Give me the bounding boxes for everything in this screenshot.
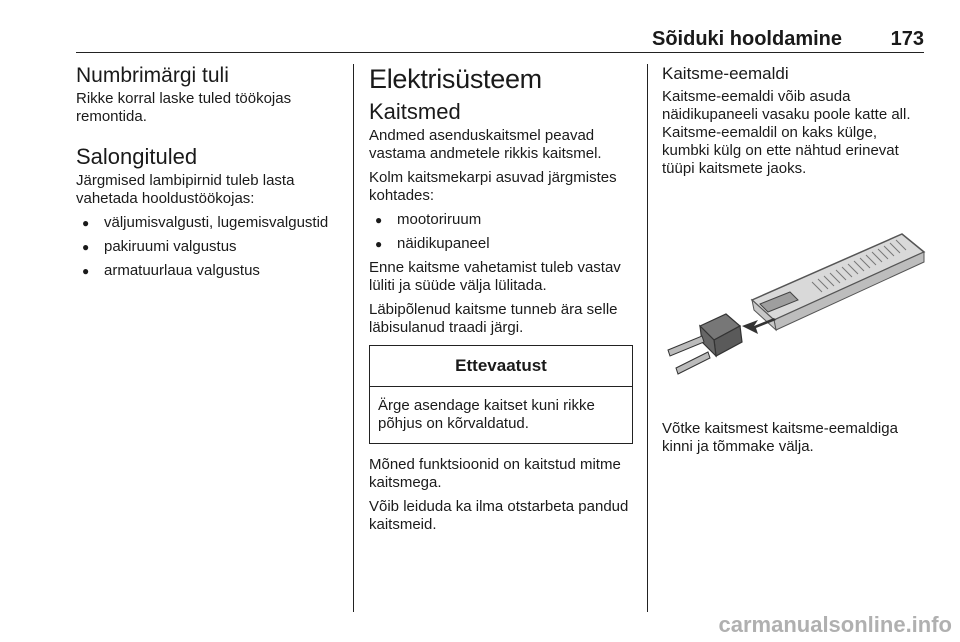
watermark: carmanualsonline.info	[718, 612, 952, 637]
column-right	[662, 64, 928, 184]
list-item: ● armatuurlaua valgustus	[76, 262, 338, 280]
caution-text: Ärge asendage kaitset kuni rikke põhjus on kõrvaldatud.	[378, 397, 595, 432]
paragraph: Läbipõlenud kaitsme tunneb ära selle läbisulanud traadi järgi.	[369, 301, 618, 336]
page-number: 173	[890, 28, 924, 50]
chapter-title: Elektrisüsteem	[369, 64, 542, 94]
column-divider-right	[647, 64, 648, 612]
column-left	[76, 64, 338, 286]
bullet-list	[369, 211, 633, 253]
heading-interior-lights: Salongituled	[76, 144, 198, 169]
page-header	[76, 28, 924, 53]
figure-caption: Võtke kaitsmest kaitsme-eemaldiga kinni ja tõmmake välja.	[662, 420, 898, 455]
paragraph: Kolm kaitsmekarpi asuvad järgmistes kohtades:	[369, 169, 617, 204]
fuse-extractor-drawing	[662, 222, 928, 382]
heading-fuse-extractor: Kaitsme-eemaldi	[662, 64, 789, 83]
paragraph: Mõned funktsioonid on kaitstud mitme kaitsmega.	[369, 456, 621, 491]
list-item: ● väljumisvalgusti, lugemisvalgustid	[76, 214, 338, 232]
list-item: ● pakiruumi valgustus	[76, 238, 338, 256]
paragraph: Enne kaitsme vahetamist tuleb vastav lüliti ja süüde välja lülitada.	[369, 259, 621, 294]
paragraph: Rikke korral laske tuled töökojas remontida.	[76, 90, 292, 125]
bullet-list	[76, 214, 338, 280]
caution-title: Ettevaatust	[370, 346, 632, 387]
caution-box	[369, 345, 633, 444]
list-item: ● mootoriruum	[369, 211, 633, 229]
column-divider-left	[353, 64, 354, 612]
paragraph: Võib leiduda ka ilma otstarbeta pandud kaitsmeid.	[369, 498, 629, 533]
column-right-lower	[662, 420, 928, 462]
fuse-extractor-illustration	[662, 222, 928, 382]
running-section-title: Sõiduki hooldamine	[651, 28, 842, 50]
paragraph: Järgmised lambipirnid tuleb lasta vahetada hooldustöökojas:	[76, 172, 295, 207]
paragraph: Kaitsme-eemaldi võib asuda näidikupaneeli vasaku poole katte all. Kaitsme-eemaldil on kaks külge, kumbki külg on ette nähtud erinevat tüüpi kaitsmete jaoks.	[662, 88, 911, 177]
paragraph: Andmed asenduskaitsmel peavad vastama andmetele rikkis kaitsmel.	[369, 127, 602, 162]
heading-fuses: Kaitsmed	[369, 99, 461, 124]
list-item: ● näidikupaneel	[369, 235, 633, 253]
column-middle	[369, 64, 633, 540]
heading-license-plate-light: Numbrimärgi tuli	[76, 64, 229, 87]
